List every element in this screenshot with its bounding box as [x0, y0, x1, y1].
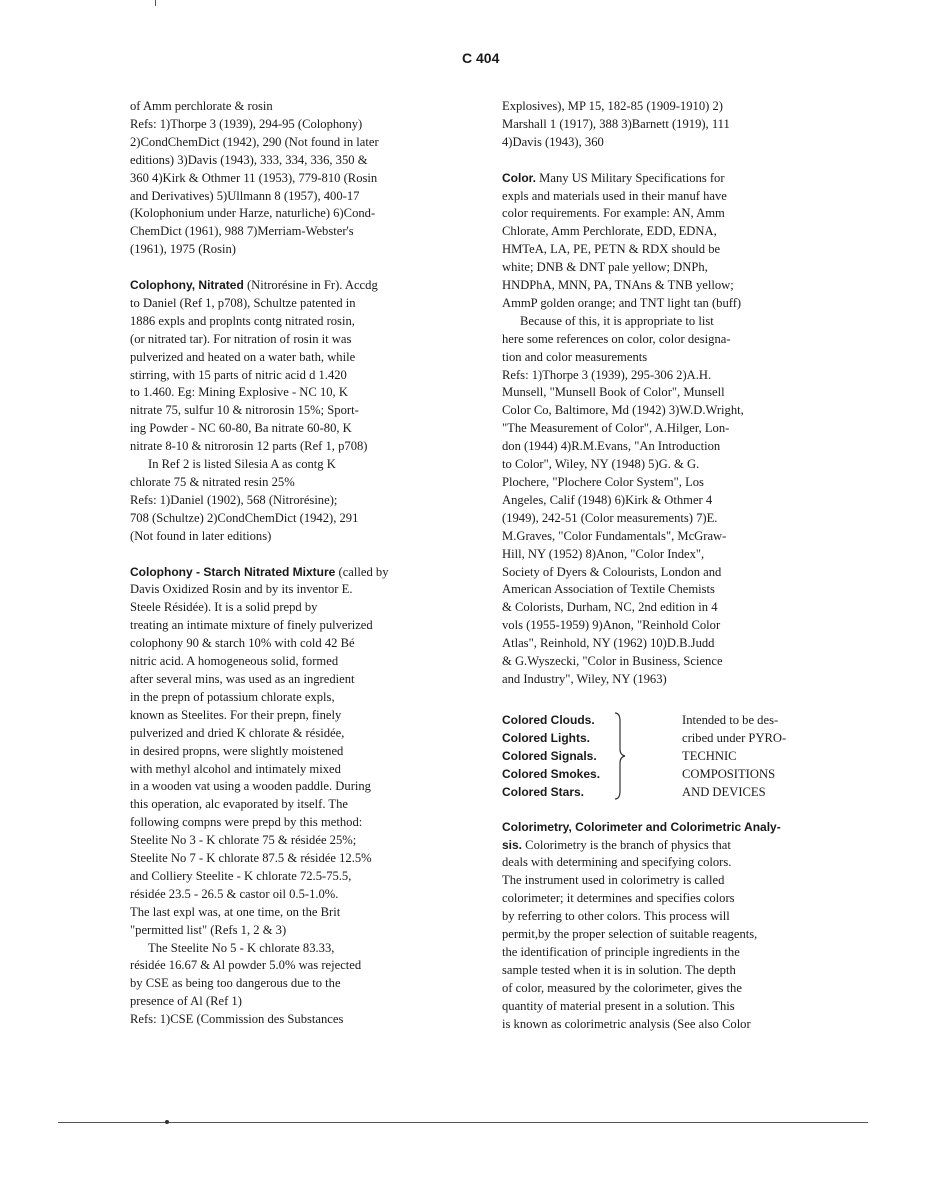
- entry-color: [502, 170, 827, 689]
- entry-heading: Colored Stars.: [502, 784, 585, 799]
- footer-dot: [165, 1120, 169, 1124]
- page-tick-mark: [155, 0, 156, 6]
- text-line: expls and materials used in their manuf have: [502, 188, 727, 203]
- text-line: In Ref 2 is listed Silesia A as contg K: [148, 457, 336, 472]
- text-line: in the prepn of potassium chlorate expls,: [130, 689, 335, 704]
- text-line: Hill, NY (1952) 8)Anon, "Color Index",: [502, 546, 705, 561]
- text-line: HNDPhA, MNN, PA, TNAns & TNB yellow;: [502, 278, 734, 293]
- text-line: (or nitrated tar). For nitration of rosin it was: [130, 331, 352, 346]
- entry-heading: Color.: [502, 170, 537, 185]
- text-line: (Nitrorésine in Fr). Accdg: [246, 278, 378, 293]
- text-line: 4)Davis (1943), 360: [502, 134, 604, 149]
- rosin-refs-tail: [130, 98, 455, 259]
- text-line: by referring to other colors. This process will: [502, 909, 730, 924]
- text-line: pulverized and dried K chlorate & résidée,: [130, 725, 345, 740]
- text-line: known as Steelites. For their prepn, finely: [130, 707, 342, 722]
- text-line: (1949), 242-51 (Color measurements) 7)E.: [502, 510, 718, 525]
- text-line: Munsell, "Munsell Book of Color", Munsell: [502, 385, 725, 400]
- entry-heading: Colored Clouds.: [502, 712, 595, 727]
- colophony-refs-tail: [502, 98, 827, 152]
- text-line: Colorimetry is the branch of physics that: [525, 837, 731, 852]
- text-line: in desired propns, were slightly moistened: [130, 743, 344, 758]
- text-line: Steelite No 7 - K chlorate 87.5 & résidée 12.5%: [130, 851, 372, 866]
- text-line: AND DEVICES: [682, 784, 766, 799]
- text-line: Chlorate, Amm Perchlorate, EDD, EDNA,: [502, 224, 717, 239]
- text-line: is known as colorimetric analysis (See also Color: [502, 1016, 751, 1031]
- text-line: & Colorists, Durham, NC, 2nd edition in 4: [502, 600, 718, 615]
- text-line: tion and color measurements: [502, 349, 648, 364]
- text-line: American Association of Textile Chemists: [502, 582, 715, 597]
- text-line: quantity of material present in a solution. This: [502, 998, 735, 1013]
- entry-colored-items: [502, 711, 827, 801]
- text-line: "The Measurement of Color", A.Hilger, Lon-: [502, 421, 730, 436]
- left-column: [130, 98, 455, 1029]
- text-line: pulverized and heated on a water bath, while: [130, 349, 356, 364]
- text-line: stirring, with 15 parts of nitric acid d 1.420: [130, 367, 347, 382]
- text-line: by CSE as being too dangerous due to the: [130, 976, 341, 991]
- text-line: résidée 23.5 - 26.5 & castor oil 0.5-1.0%.: [130, 886, 339, 901]
- text-line: 360 4)Kirk & Othmer 11 (1953), 779-810 (Rosin: [130, 170, 378, 185]
- entry-heading-cont: sis.: [502, 837, 523, 852]
- right-column: [502, 98, 827, 1034]
- entry-colophony-nitrated: [130, 277, 455, 546]
- page-number: C 404: [462, 50, 500, 66]
- text-line: résidée 16.67 & Al powder 5.0% was rejected: [130, 958, 362, 973]
- text-line: vols (1955-1959) 9)Anon, "Reinhold Color: [502, 618, 721, 633]
- entry-heading: Colophony, Nitrated: [130, 278, 244, 293]
- text-line: after several mins, was used as an ingredient: [130, 671, 355, 686]
- entry-colophony-starch: [130, 564, 455, 1030]
- text-line: (1961), 1975 (Rosin): [130, 242, 236, 257]
- text-line: & G.Wyszecki, "Color in Business, Science: [502, 654, 723, 669]
- text-line: this operation, alc evaporated by itself. The: [130, 797, 348, 812]
- text-line: nitrate 8-10 & nitrorosin 12 parts (Ref 1, p708): [130, 439, 368, 454]
- text-line: with methyl alcohol and intimately mixed: [130, 761, 341, 776]
- text-line: ChemDict (1961), 988 7)Merriam-Webster's: [130, 224, 354, 239]
- entry-heading: Colored Smokes.: [502, 766, 601, 781]
- text-line: Explosives), MP 15, 182-85 (1909-1910) 2): [502, 99, 723, 113]
- text-line: nitrate 75, sulfur 10 & nitrorosin 15%; Sport-: [130, 403, 359, 418]
- text-line: colophony 90 & starch 10% with cold 42 Bé: [130, 636, 355, 651]
- text-line: here some references on color, color designa-: [502, 331, 731, 346]
- text-line: Refs: 1)Daniel (1902), 568 (Nitrorésine);: [130, 492, 338, 507]
- text-line: Refs: 1)Thorpe 3 (1939), 294-95 (Colophony): [130, 116, 363, 131]
- text-line: 2)CondChemDict (1942), 290 (Not found in later: [130, 134, 379, 149]
- text-line: (Kolophonium under Harze, naturliche) 6)Cond-: [130, 206, 376, 221]
- text-line: color requirements. For example: AN, Amm: [502, 206, 725, 221]
- text-line: permit,by the proper selection of suitable reagents,: [502, 927, 758, 942]
- text-line: AmmP golden orange; and TNT light tan (buff): [502, 295, 742, 310]
- text-line: Marshall 1 (1917), 388 3)Barnett (1919), 111: [502, 116, 730, 131]
- text-line: Steelite No 3 - K chlorate 75 & résidée 25%;: [130, 833, 357, 848]
- text-line: of Amm perchlorate & rosin: [130, 99, 273, 113]
- text-line: to Color", Wiley, NY (1948) 5)G. & G.: [502, 457, 700, 472]
- text-line: colorimeter; it determines and specifies colors: [502, 891, 735, 906]
- text-line: Angeles, Calif (1948) 6)Kirk & Othmer 4: [502, 492, 713, 507]
- text-line: deals with determining and specifying colors.: [502, 855, 732, 870]
- text-line: don (1944) 4)R.M.Evans, "An Introduction: [502, 439, 721, 454]
- text-line: Atlas", Reinhold, NY (1962) 10)D.B.Judd: [502, 636, 715, 651]
- text-line: 1886 expls and proplnts contg nitrated rosin,: [130, 313, 355, 328]
- text-line: Refs: 1)Thorpe 3 (1939), 295-306 2)A.H.: [502, 367, 712, 382]
- text-line: (called by: [338, 564, 389, 579]
- text-line: Intended to be des-: [682, 712, 779, 727]
- text-line: Davis Oxidized Rosin and by its inventor E.: [130, 582, 353, 597]
- text-line: Many US Military Specifications for: [539, 170, 725, 185]
- text-line: and Colliery Steelite - K chlorate 72.5-75.5,: [130, 868, 352, 883]
- entry-heading: Colored Signals.: [502, 748, 597, 763]
- text-line: M.Graves, "Color Fundamentals", McGraw-: [502, 528, 727, 543]
- text-line: Because of this, it is appropriate to list: [520, 313, 714, 328]
- text-line: Refs: 1)CSE (Commission des Substances: [130, 1012, 344, 1027]
- text-line: and Industry", Wiley, NY (1963): [502, 671, 667, 686]
- text-line: the identification of principle ingredients in the: [502, 945, 740, 960]
- entry-heading: Colorimetry, Colorimeter and Colorimetric Analy-: [502, 819, 781, 834]
- entry-heading: Colophony - Starch Nitrated Mixture: [130, 564, 336, 579]
- text-line: Plochere, "Plochere Color System", Los: [502, 475, 704, 490]
- text-line: Society of Dyers & Colourists, London and: [502, 564, 722, 579]
- text-line: in a wooden vat using a wooden paddle. During: [130, 779, 371, 794]
- colored-items-list: [502, 711, 600, 801]
- text-line: nitric acid. A homogeneous solid, formed: [130, 654, 339, 669]
- text-line: TECHNIC COMPOSITIONS: [682, 748, 776, 781]
- text-line: presence of Al (Ref 1): [130, 994, 242, 1009]
- text-line: sample tested when it is in solution. The depth: [502, 962, 736, 977]
- text-line: Color Co, Baltimore, Md (1942) 3)W.D.Wright,: [502, 403, 744, 418]
- text-line: Steele Résidée). It is a solid prepd by: [130, 600, 318, 615]
- text-line: white; DNB & DNT pale yellow; DNPh,: [502, 260, 708, 275]
- text-line: The instrument used in colorimetry is called: [502, 873, 725, 888]
- text-line: editions) 3)Davis (1943), 333, 334, 336, 350 &: [130, 152, 368, 167]
- text-line: ing Powder - NC 60-80, Ba nitrate 60-80, K: [130, 421, 352, 436]
- text-line: treating an intimate mixture of finely pulverized: [130, 618, 373, 633]
- text-line: The last expl was, at one time, on the Brit: [130, 904, 341, 919]
- text-line: and Derivatives) 5)Ullmann 8 (1957), 400-17: [130, 188, 360, 203]
- entry-heading: Colored Lights.: [502, 730, 590, 745]
- brace-symbol: [612, 711, 626, 801]
- colored-items-description: [682, 711, 827, 801]
- text-line: HMTeA, LA, PE, PETN & RDX should be: [502, 242, 721, 257]
- text-line: chlorate 75 & nitrated resin 25%: [130, 475, 295, 490]
- text-line: The Steelite No 5 - K chlorate 83.33,: [148, 940, 335, 955]
- footer-rule: [58, 1122, 868, 1123]
- text-line: (Not found in later editions): [130, 528, 272, 543]
- text-line: to 1.460. Eg: Mining Explosive - NC 10, K: [130, 385, 348, 400]
- text-line: 708 (Schultze) 2)CondChemDict (1942), 291: [130, 510, 359, 525]
- text-line: cribed under PYRO-: [682, 730, 787, 745]
- text-line: to Daniel (Ref 1, p708), Schultze patented in: [130, 295, 356, 310]
- text-line: of color, measured by the colorimeter, gives the: [502, 980, 742, 995]
- entry-colorimetry: [502, 819, 827, 1034]
- text-line: "permitted list" (Refs 1, 2 & 3): [130, 922, 287, 937]
- text-line: following compns were prepd by this method:: [130, 815, 363, 830]
